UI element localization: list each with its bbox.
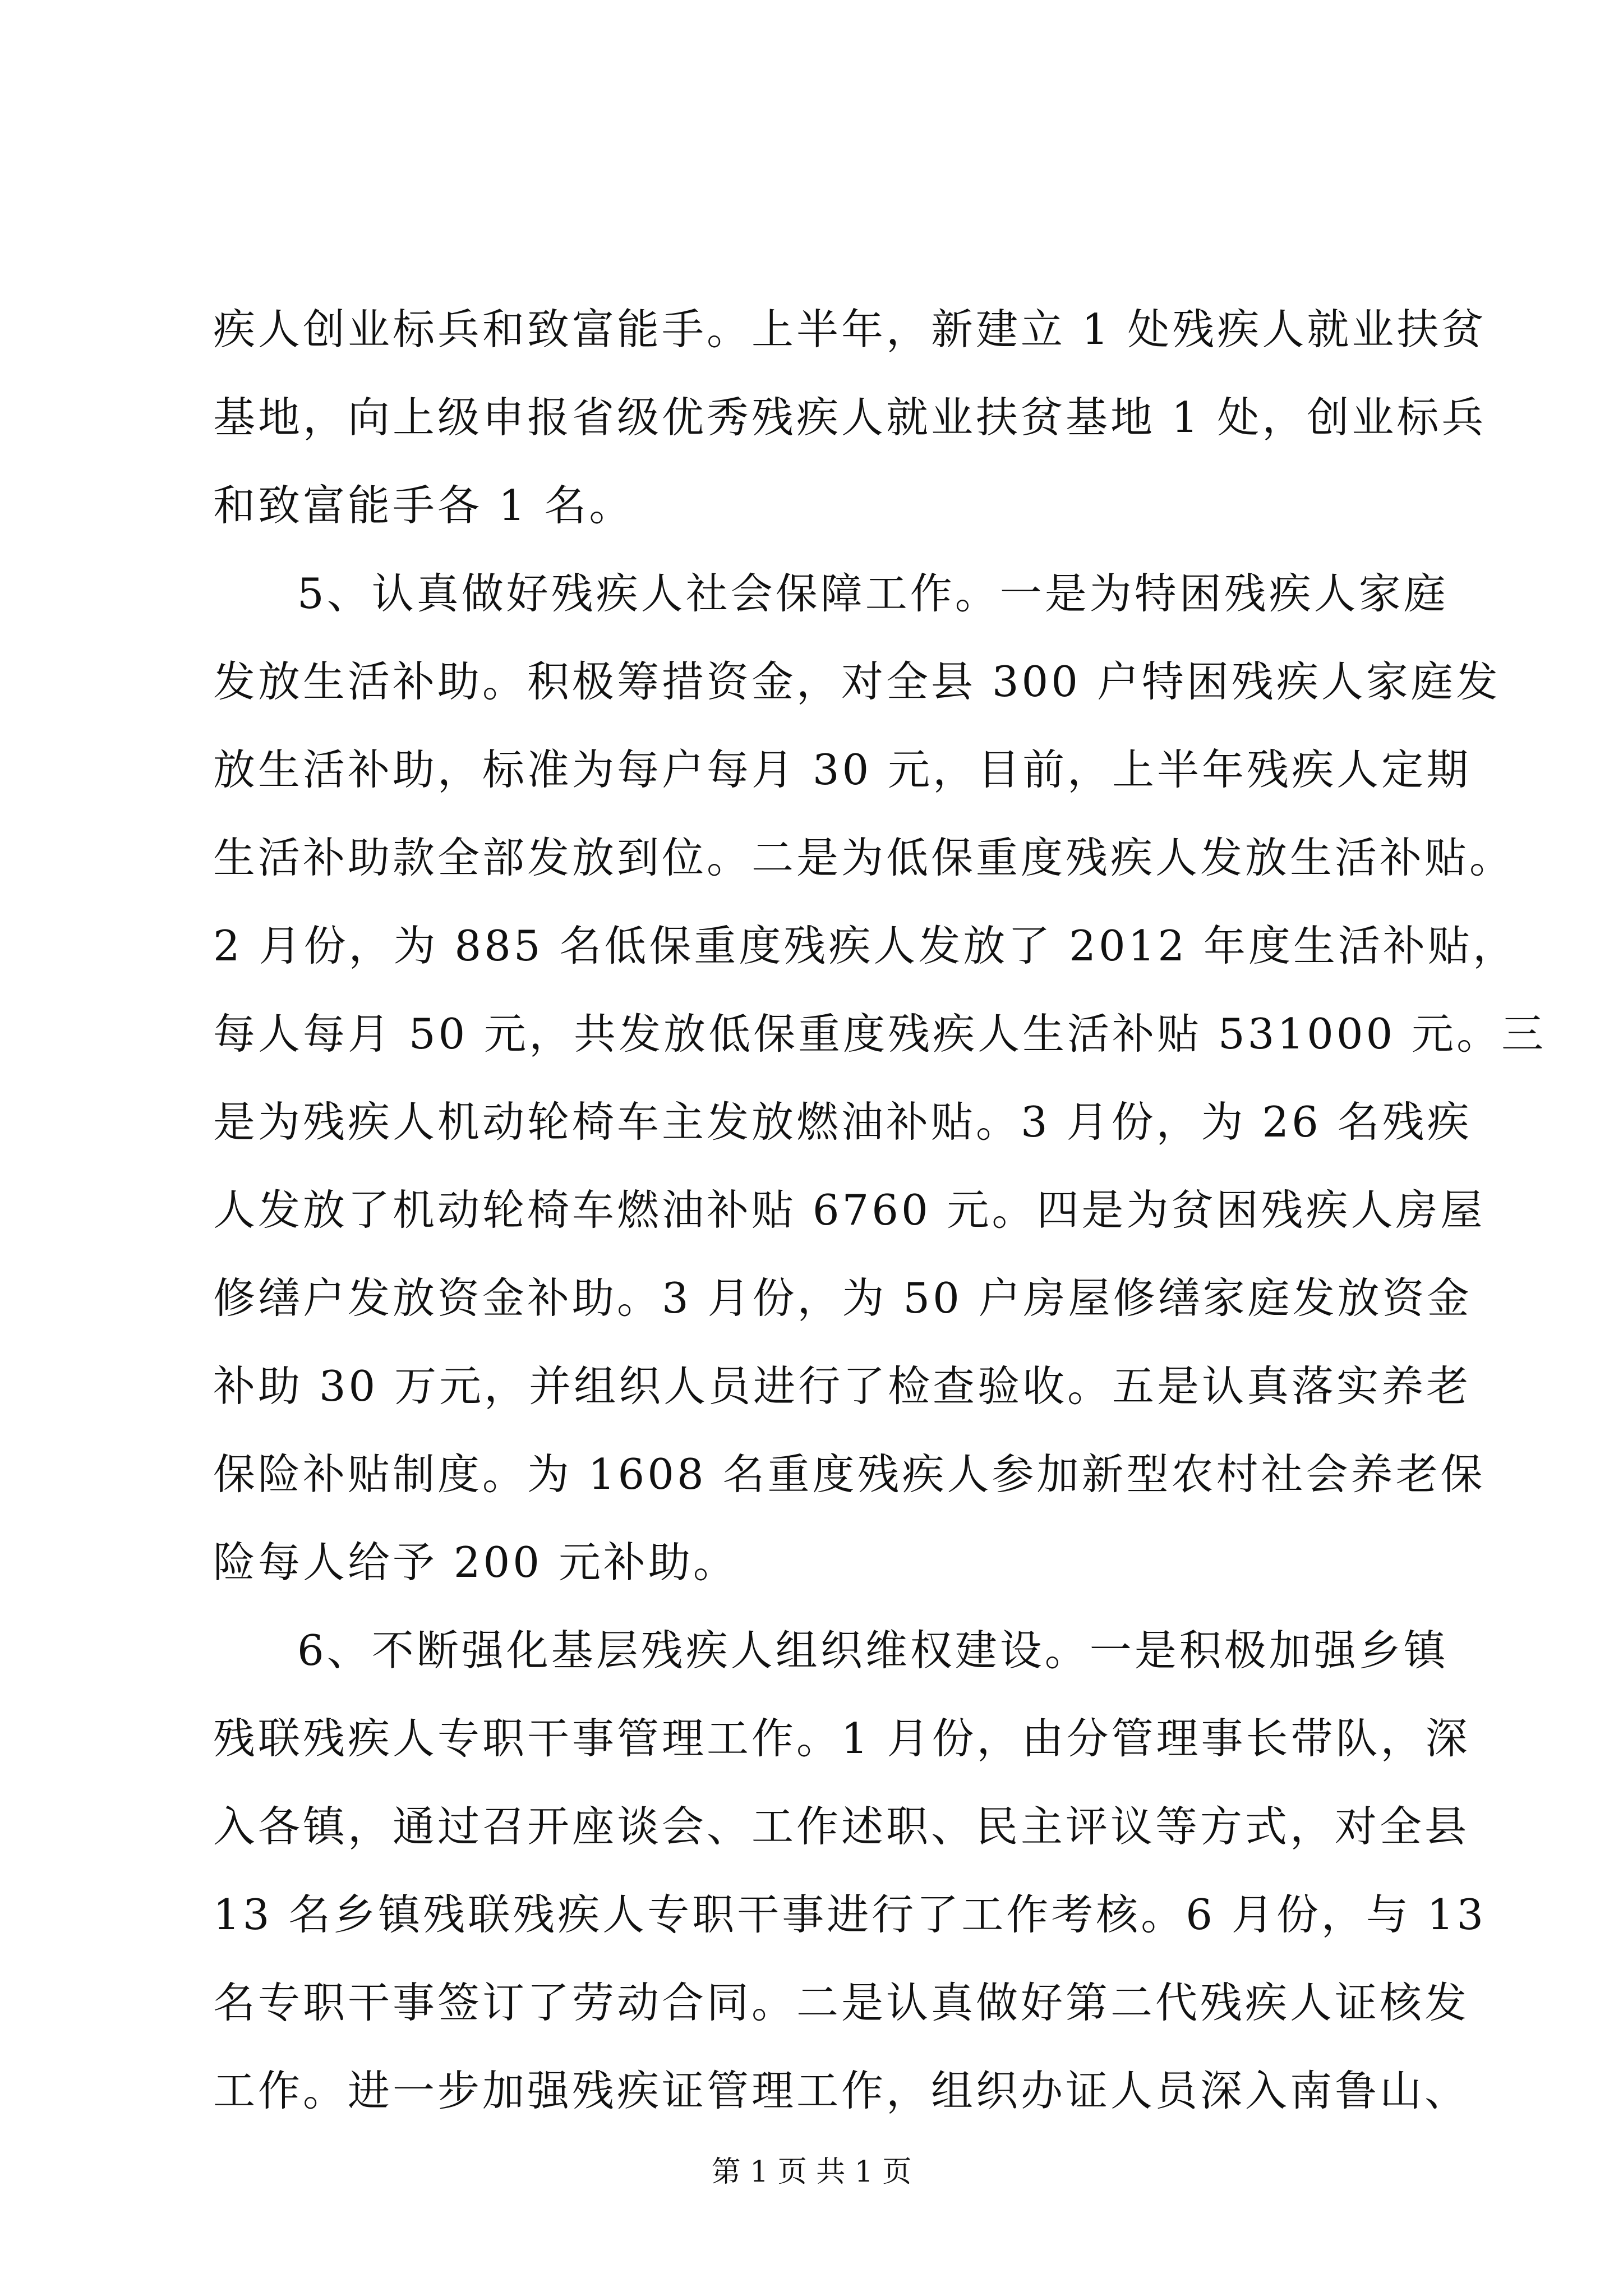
text-line: 保险补贴制度。为 1608 名重度残疾人参加新型农村社会养老保 (213, 1450, 1486, 1499)
text-line: 和致富能手各 1 名。 (213, 481, 634, 530)
text-line: 每人每月 50 元，共发放低保重度残疾人生活补贴 531000 元。三 (213, 1009, 1547, 1059)
text-line: 名专职干事签订了劳动合同。二是认真做好第二代残疾人证核发 (213, 1978, 1470, 2027)
text-line: 13 名乡镇残联残疾人专职干事进行了工作考核。6 月份，与 13 (213, 1890, 1487, 1939)
text-line: 险每人给予 200 元补助。 (213, 1538, 738, 1587)
text-line: 疾人创业标兵和致富能手。上半年，新建立 1 处残疾人就业扶贫 (213, 305, 1487, 354)
text-line: 2 月份，为 885 名低保重度残疾人发放了 2012 年度生活补贴， (213, 921, 1518, 970)
text-line: 人发放了机动轮椅车燃油补贴 6760 元。四是为贫困残疾人房屋 (213, 1185, 1486, 1235)
text-line: 是为残疾人机动轮椅车主发放燃油补贴。3 月份，为 26 名残疾 (213, 1097, 1472, 1147)
text-line: 工作。进一步加强残疾证管理工作，组织办证人员深入南鲁山、 (213, 2066, 1470, 2115)
text-line: 生活补助款全部发放到位。二是为低保重度残疾人发放生活补贴。 (213, 833, 1515, 882)
text-line: 放生活补助，标准为每户每月 30 元，目前，上半年残疾人定期 (213, 745, 1472, 794)
text-line: 补助 30 万元，并组织人员进行了检查验收。五是认真落实养老 (213, 1361, 1472, 1411)
page-number-footer: 第 1 页 共 1 页 (711, 2155, 912, 2189)
text-line: 发放生活补助。积极筹措资金，对全县 300 户特困残疾人家庭发 (213, 657, 1501, 706)
text-line: 修缮户发放资金补助。3 月份，为 50 户房屋修缮家庭发放资金 (213, 1273, 1472, 1323)
paragraph-5-first-line: 5、认真做好残疾人社会保障工作。一是为特困残疾人家庭 (297, 569, 1449, 618)
text-line: 残联残疾人专职干事管理工作。1 月份，由分管理事长带队，深 (213, 1714, 1470, 1763)
paragraph-6-first-line: 6、不断强化基层残疾人组织维权建设。一是积极加强乡镇 (297, 1626, 1449, 1675)
text-line: 基地，向上级申报省级优秀残疾人就业扶贫基地 1 处，创业标兵 (213, 393, 1487, 442)
text-line: 入各镇，通过召开座谈会、工作述职、民主评议等方式，对全县 (213, 1802, 1470, 1851)
